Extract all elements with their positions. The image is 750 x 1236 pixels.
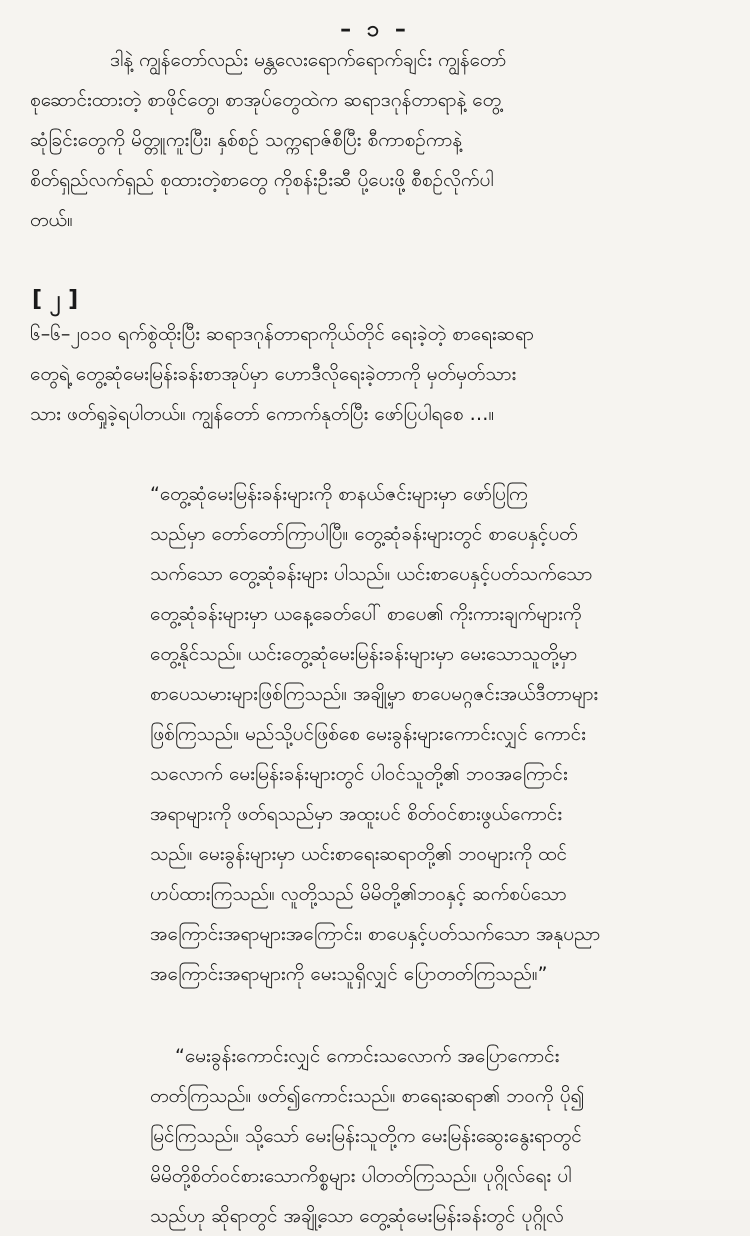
text-line: စုဆောင်းထားတဲ့ စာဖိုင်တွေ၊ စာအုပ်တွေထဲက ဆရာဒဂုန်တာရာနဲ့ တွေ့ <box>30 89 502 111</box>
text-line: ဆုံခြင်းတွေကို မိတ္တူကူးပြီး၊ နှစ်စဉ် သက္ကရာဇ်စီပြီး စီကာစဉ်ကာနဲ့ <box>30 129 463 151</box>
text-line: ဖြစ်ကြသည်။ မည်သို့ပင်ဖြစ်စေ မေးခွန်းများကောင်းလျှင် ကောင်း <box>150 723 586 745</box>
text-line: ၆–၆–၂၀၁၀ ရက်စွဲထိုးပြီး ဆရာဒဂုန်တာရာကိုယ်တိုင် ရေးခဲ့တဲ့ စာရေးဆရာ <box>30 323 534 345</box>
text-line: ဒါနဲ့ ကျွန်တော်လည်း မန္တလေးရောက်ရောက်ချင်း ကျွန်တော် <box>110 49 507 71</box>
text-line: သလောက် မေးမြန်းခန်းများတွင် ပါဝင်သူတို့၏ ဘဝအကြောင်း <box>150 763 568 785</box>
text-line: တယ်။ <box>30 209 73 231</box>
quote-block-1 <box>150 474 725 994</box>
text-line: သည်ဟု ဆိုရာတွင် အချို့သော တွေ့ဆုံမေးမြန်းခန်းတွင် ပုဂ္ဂိုလ် <box>150 1205 564 1227</box>
text-line: မြင်ကြသည်။ သို့သော် မေးမြန်းသူတို့က မေးမြန်းဆွေးနွေးရာတွင် <box>150 1125 582 1147</box>
text-line: စာပေသမားများဖြစ်ကြသည်။ အချို့မှာ စာပေမဂ္ဂဇင်းအယ်ဒီတာများ <box>150 683 599 705</box>
text-line: အကြောင်းအရာများအကြောင်း၊ စာပေနှင့်ပတ်သက်သော အနုပညာ <box>150 923 601 945</box>
text-line: စိတ်ရှည်လက်ရှည် စုထားတဲ့စာတွေ ကိုစန်းဦးဆီ ပို့ပေးဖို့ စီစဉ်လိုက်ပါ <box>30 169 494 191</box>
text-line: တွေ့ဆုံခန်းများမှာ ယနေ့ခေတ်ပေါ် စာပေ၏ ကိုးကားချက်များကို <box>150 603 582 625</box>
text-line: ဟပ်ထားကြသည်။ လူတို့သည် မိမိတို့၏ဘဝနှင့် ဆက်စပ်သော <box>150 883 567 905</box>
text-line: အကြောင်းအရာများကို မေးသူရှိလျှင် ပြောတတ်ကြသည်။” <box>150 963 548 985</box>
text-line: တွေ့နိုင်သည်။ ယင်းတွေ့ဆုံမေးမြန်းခန်းများမှာ မေးသောသူတို့မှာ <box>150 643 578 665</box>
text-line: မိမိတို့စိတ်ဝင်စားသောကိစ္စများ ပါတတ်ကြသည်။ ပုဂ္ဂိုလ်ရေး ပါ <box>150 1165 572 1187</box>
intro-paragraph <box>30 40 722 240</box>
page-number: – ၁ – <box>340 17 410 42</box>
text-line: သက်သော တွေ့ဆုံခန်းများ ပါသည်။ ယင်းစာပေနှင့်ပတ်သက်သော <box>150 563 593 585</box>
text-line: သည်မှာ တော်တော်ကြာပါပြီ။ တွေ့ဆုံခန်းများတွင် စာပေနှင့်ပတ် <box>150 523 578 545</box>
section-marker: [ ၂ ] <box>32 287 79 312</box>
text-line: “တွေ့ဆုံမေးမြန်းခန်းများကို စာနယ်ဇင်းများမှာ ဖော်ပြကြ <box>150 483 528 505</box>
text-line: တတ်ကြသည်။ ဖတ်၍ကောင်းသည်။ စာရေးဆရာ၏ ဘဝကို ပို၍ <box>150 1085 585 1107</box>
text-line: သည်။ မေးခွန်းများမှာ ယင်းစာရေးဆရာတို့၏ ဘဝများကို ထင် <box>150 843 567 865</box>
text-line: “မေးခွန်းကောင်းလျှင် ကောင်းသလောက် အပြောကောင်း <box>175 1045 560 1067</box>
text-line: သား ဖတ်ရှုခဲ့ရပါတယ်။ ကျွန်တော် ကောက်နုတ်ပြီး ဖော်ပြပါရစေ …။ <box>30 403 495 425</box>
text-line: တွေရဲ့ တွေ့ဆုံမေးမြန်းခန်းစာအုပ်မှာ ဟောဒီလိုရေးခဲ့တာကို မှတ်မှတ်သား <box>30 363 517 385</box>
body-paragraph <box>30 314 722 434</box>
text-line: အရာများကို ဖတ်ရသည်မှာ အထူးပင် စိတ်ဝင်စားဖွယ်ကောင်း <box>150 803 563 825</box>
quote-block-2 <box>150 1036 725 1236</box>
